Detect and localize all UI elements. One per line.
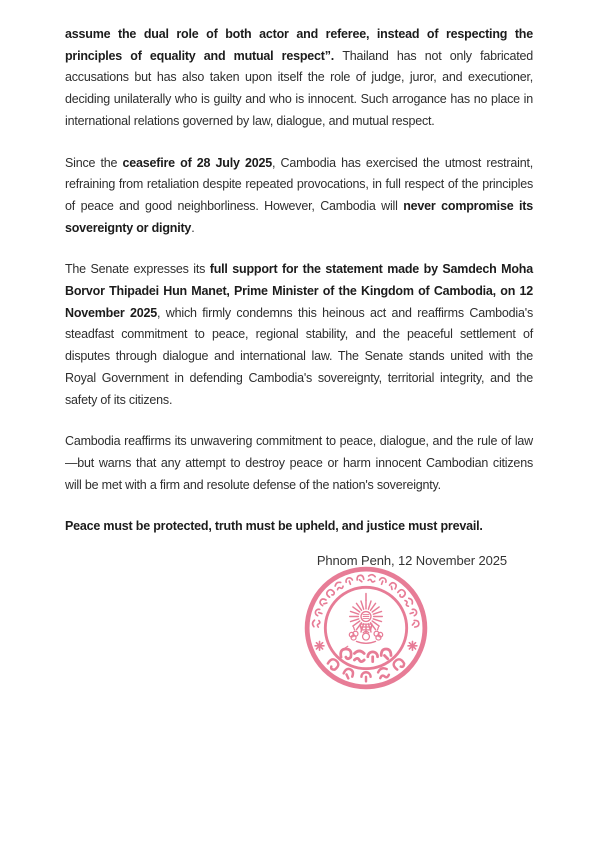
dateline-section [65,553,533,713]
text-segment: , Cambodia has exercised the utmost restraint, refraining from retaliation despite repeated provocations, in full respect of the principles of peace and good neighborliness. However, Cambodia will [65,155,533,213]
paragraph [65,431,533,496]
senate-seal-stamp [299,561,433,695]
document-content [65,24,533,713]
paragraph [65,516,533,538]
text-segment: Since the [65,155,123,170]
bold-text-segment: never compromise its sovereignty or dignity [65,198,533,235]
text-segment: Thailand has not only fabricated accusations but has also taken upon itself the role of judge, juror, and executioner, deciding unilaterally who is guilty and who is innocent. Such arrogance has no place in international relations governed by law, dialogue, and mutual respect. [65,48,533,128]
bold-text-segment: full support for the statement made by Samdech Moha Borvor Thipadei Hun Manet, Prime Minister of the Kingdom of Cambodia, on 12 November 2025 [65,262,533,320]
document-body [65,24,533,538]
bold-text-segment: ceasefire of 28 July 2025 [122,155,272,170]
dateline: Phnom Penh, 12 November 2025 [316,553,507,569]
paragraph [65,153,533,240]
bold-text-segment: assume the dual role of both actor and referee, instead of respecting the principles of equality and mutual respect”. [65,27,533,63]
text-segment: , which firmly condemns this heinous act and reaffirms Cambodia's steadfast commitment to peace, regional stability, and the peaceful settlement of disputes through dialogue and international law. The Senate stands united with the Royal Government in defending Cambodia's sovereignty, territorial integrity, and the safety of its citizens. [65,305,533,407]
text-segment: Cambodia reaffirms its unwavering commitment to peace, dialogue, and the rule of law—but warns that any attempt to destroy peace or harm innocent Cambodian citizens will be met with a firm and resolute defense of the nation's sovereignty. [65,434,533,492]
paragraph [65,259,533,411]
bold-text-segment: Peace must be protected, truth must be upheld, and justice must prevail. [65,519,483,534]
text-segment: The Senate expresses its [65,262,210,277]
senate-seal-icon [299,561,433,695]
text-segment: . [191,220,195,235]
paragraph [65,24,533,133]
